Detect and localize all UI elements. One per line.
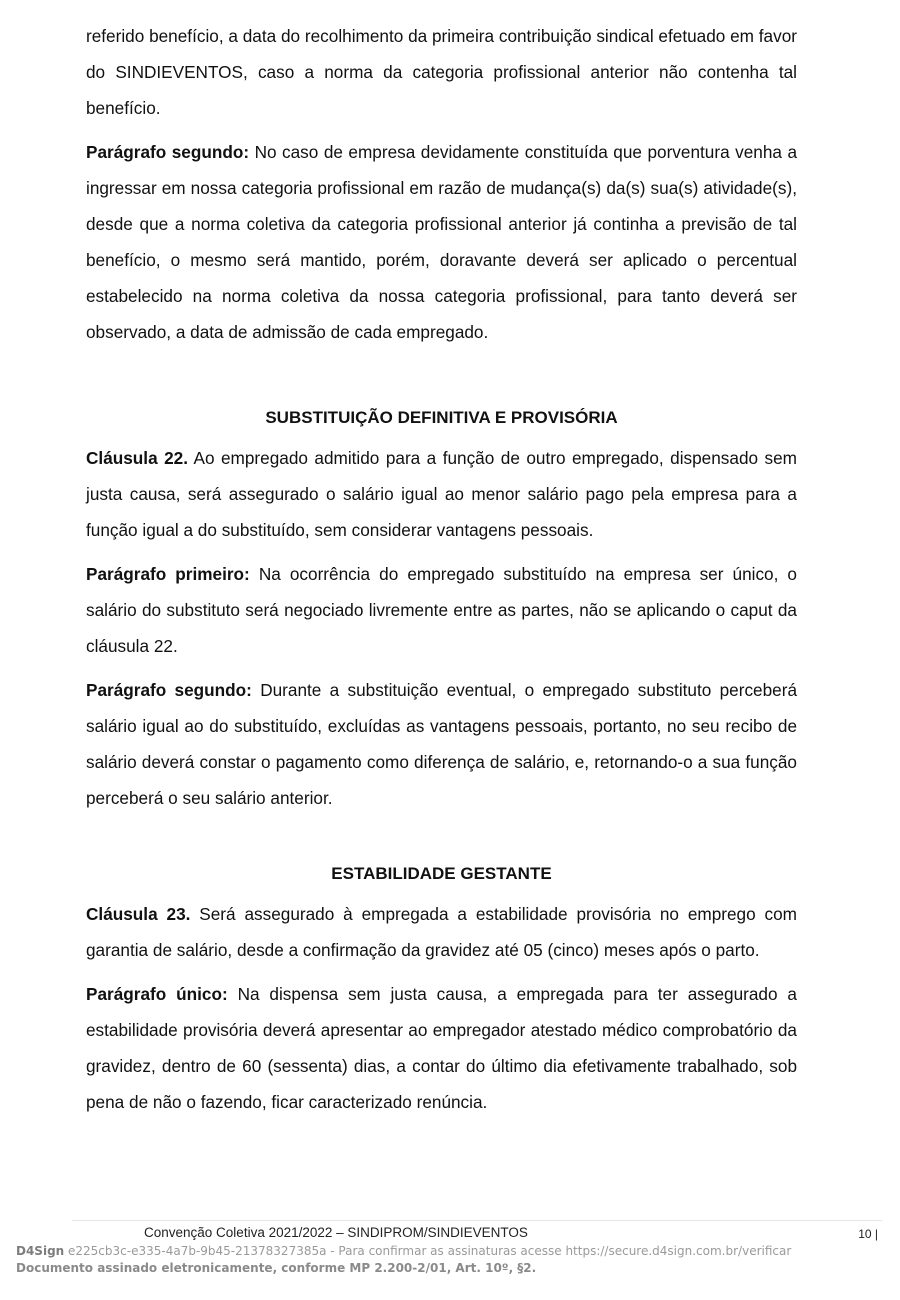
clause-text: Ao empregado admitido para a função de outro empregado, dispensado sem justa causa, será assegurado o salário igual ao menor salário pago pela empresa para a função igual a do substituído, sem considerar vantagens pessoais. bbox=[86, 448, 797, 540]
paragraph-continuation bbox=[86, 18, 797, 126]
clause-23 bbox=[86, 896, 797, 968]
paragraph-primeiro bbox=[86, 556, 797, 664]
paragraph-text: Na dispensa sem justa causa, a empregada para ter assegurado a estabilidade provisória deverá apresentar ao empregador atestado médico comprobatório da gravidez, dentro de 60 (sessenta) dias, a contar do último dia efetivamente trabalhado, sob pena de não o fazendo, ficar caracterizado renúncia. bbox=[86, 984, 797, 1112]
signature-hash-text: e225cb3c-e335-4a7b-9b45-21378327385a - Para confirmar as assinaturas acesse https://secure.d4sign.com.br/verificar bbox=[64, 1244, 792, 1258]
footer-divider bbox=[72, 1220, 882, 1221]
paragraph-text: No caso de empresa devidamente constituída que porventura venha a ingressar em nossa categoria profissional em razão de mudança(s) da(s) sua(s) atividade(s), desde que a norma coletiva da categoria profissional anterior já continha a previsão de tal benefício, o mesmo será mantido, porém, doravante deverá ser aplicado o percentual estabelecido na norma coletiva da nossa categoria profissional, para tanto deverá ser observado, a data de admissão de cada empregado. bbox=[86, 142, 798, 342]
clause-label: Cláusula 22. bbox=[86, 448, 188, 468]
document-body bbox=[86, 18, 797, 1128]
clause-22 bbox=[86, 440, 797, 548]
clause-label: Cláusula 23. bbox=[86, 904, 191, 924]
paragraph-label: Parágrafo segundo: bbox=[86, 142, 250, 162]
paragraph-text: Durante a substituição eventual, o empregado substituto perceberá salário igual ao do substituído, excluídas as vantagens pessoais, portanto, no seu recibo de salário deverá constar o pagamento como diferença de salário, e, retornando-o a sua função perceberá o seu salário anterior. bbox=[86, 680, 797, 808]
d4sign-brand: D4Sign bbox=[16, 1244, 65, 1258]
paragraph-unico bbox=[86, 976, 797, 1120]
signature-verification-line bbox=[16, 1244, 791, 1258]
paragraph-label: Parágrafo segundo: bbox=[86, 680, 252, 700]
page-number: 10 | bbox=[858, 1227, 878, 1241]
paragraph-text: referido benefício, a data do recolhimento da primeira contribuição sindical efetuado em favor do SINDIEVENTOS, caso a norma da categoria profissional anterior não contenha tal benefício. bbox=[86, 26, 797, 118]
paragraph-text: Na ocorrência do empregado substituído na empresa ser único, o salário do substituto será negociado livremente entre as partes, não se aplicando o caput da cláusula 22. bbox=[86, 564, 797, 656]
paragraph-label: Parágrafo único: bbox=[86, 984, 228, 1004]
clause-text: Será assegurado à empregada a estabilidade provisória no emprego com garantia de salário, desde a confirmação da gravidez até 05 (cinco) meses após o parto. bbox=[86, 904, 797, 960]
paragraph-segundo-2 bbox=[86, 672, 797, 816]
section-heading-substituicao: SUBSTITUIÇÃO DEFINITIVA E PROVISÓRIA bbox=[265, 408, 618, 427]
paragraph-label: Parágrafo primeiro: bbox=[86, 564, 250, 584]
paragraph-segundo-1 bbox=[86, 134, 797, 350]
section-heading-estabilidade: ESTABILIDADE GESTANTE bbox=[331, 864, 552, 883]
signed-notice: Documento assinado eletronicamente, conforme MP 2.200-2/01, Art. 10º, §2. bbox=[16, 1261, 537, 1275]
footer-title: Convenção Coletiva 2021/2022 – SINDIPROM/SINDIEVENTOS bbox=[144, 1225, 528, 1240]
